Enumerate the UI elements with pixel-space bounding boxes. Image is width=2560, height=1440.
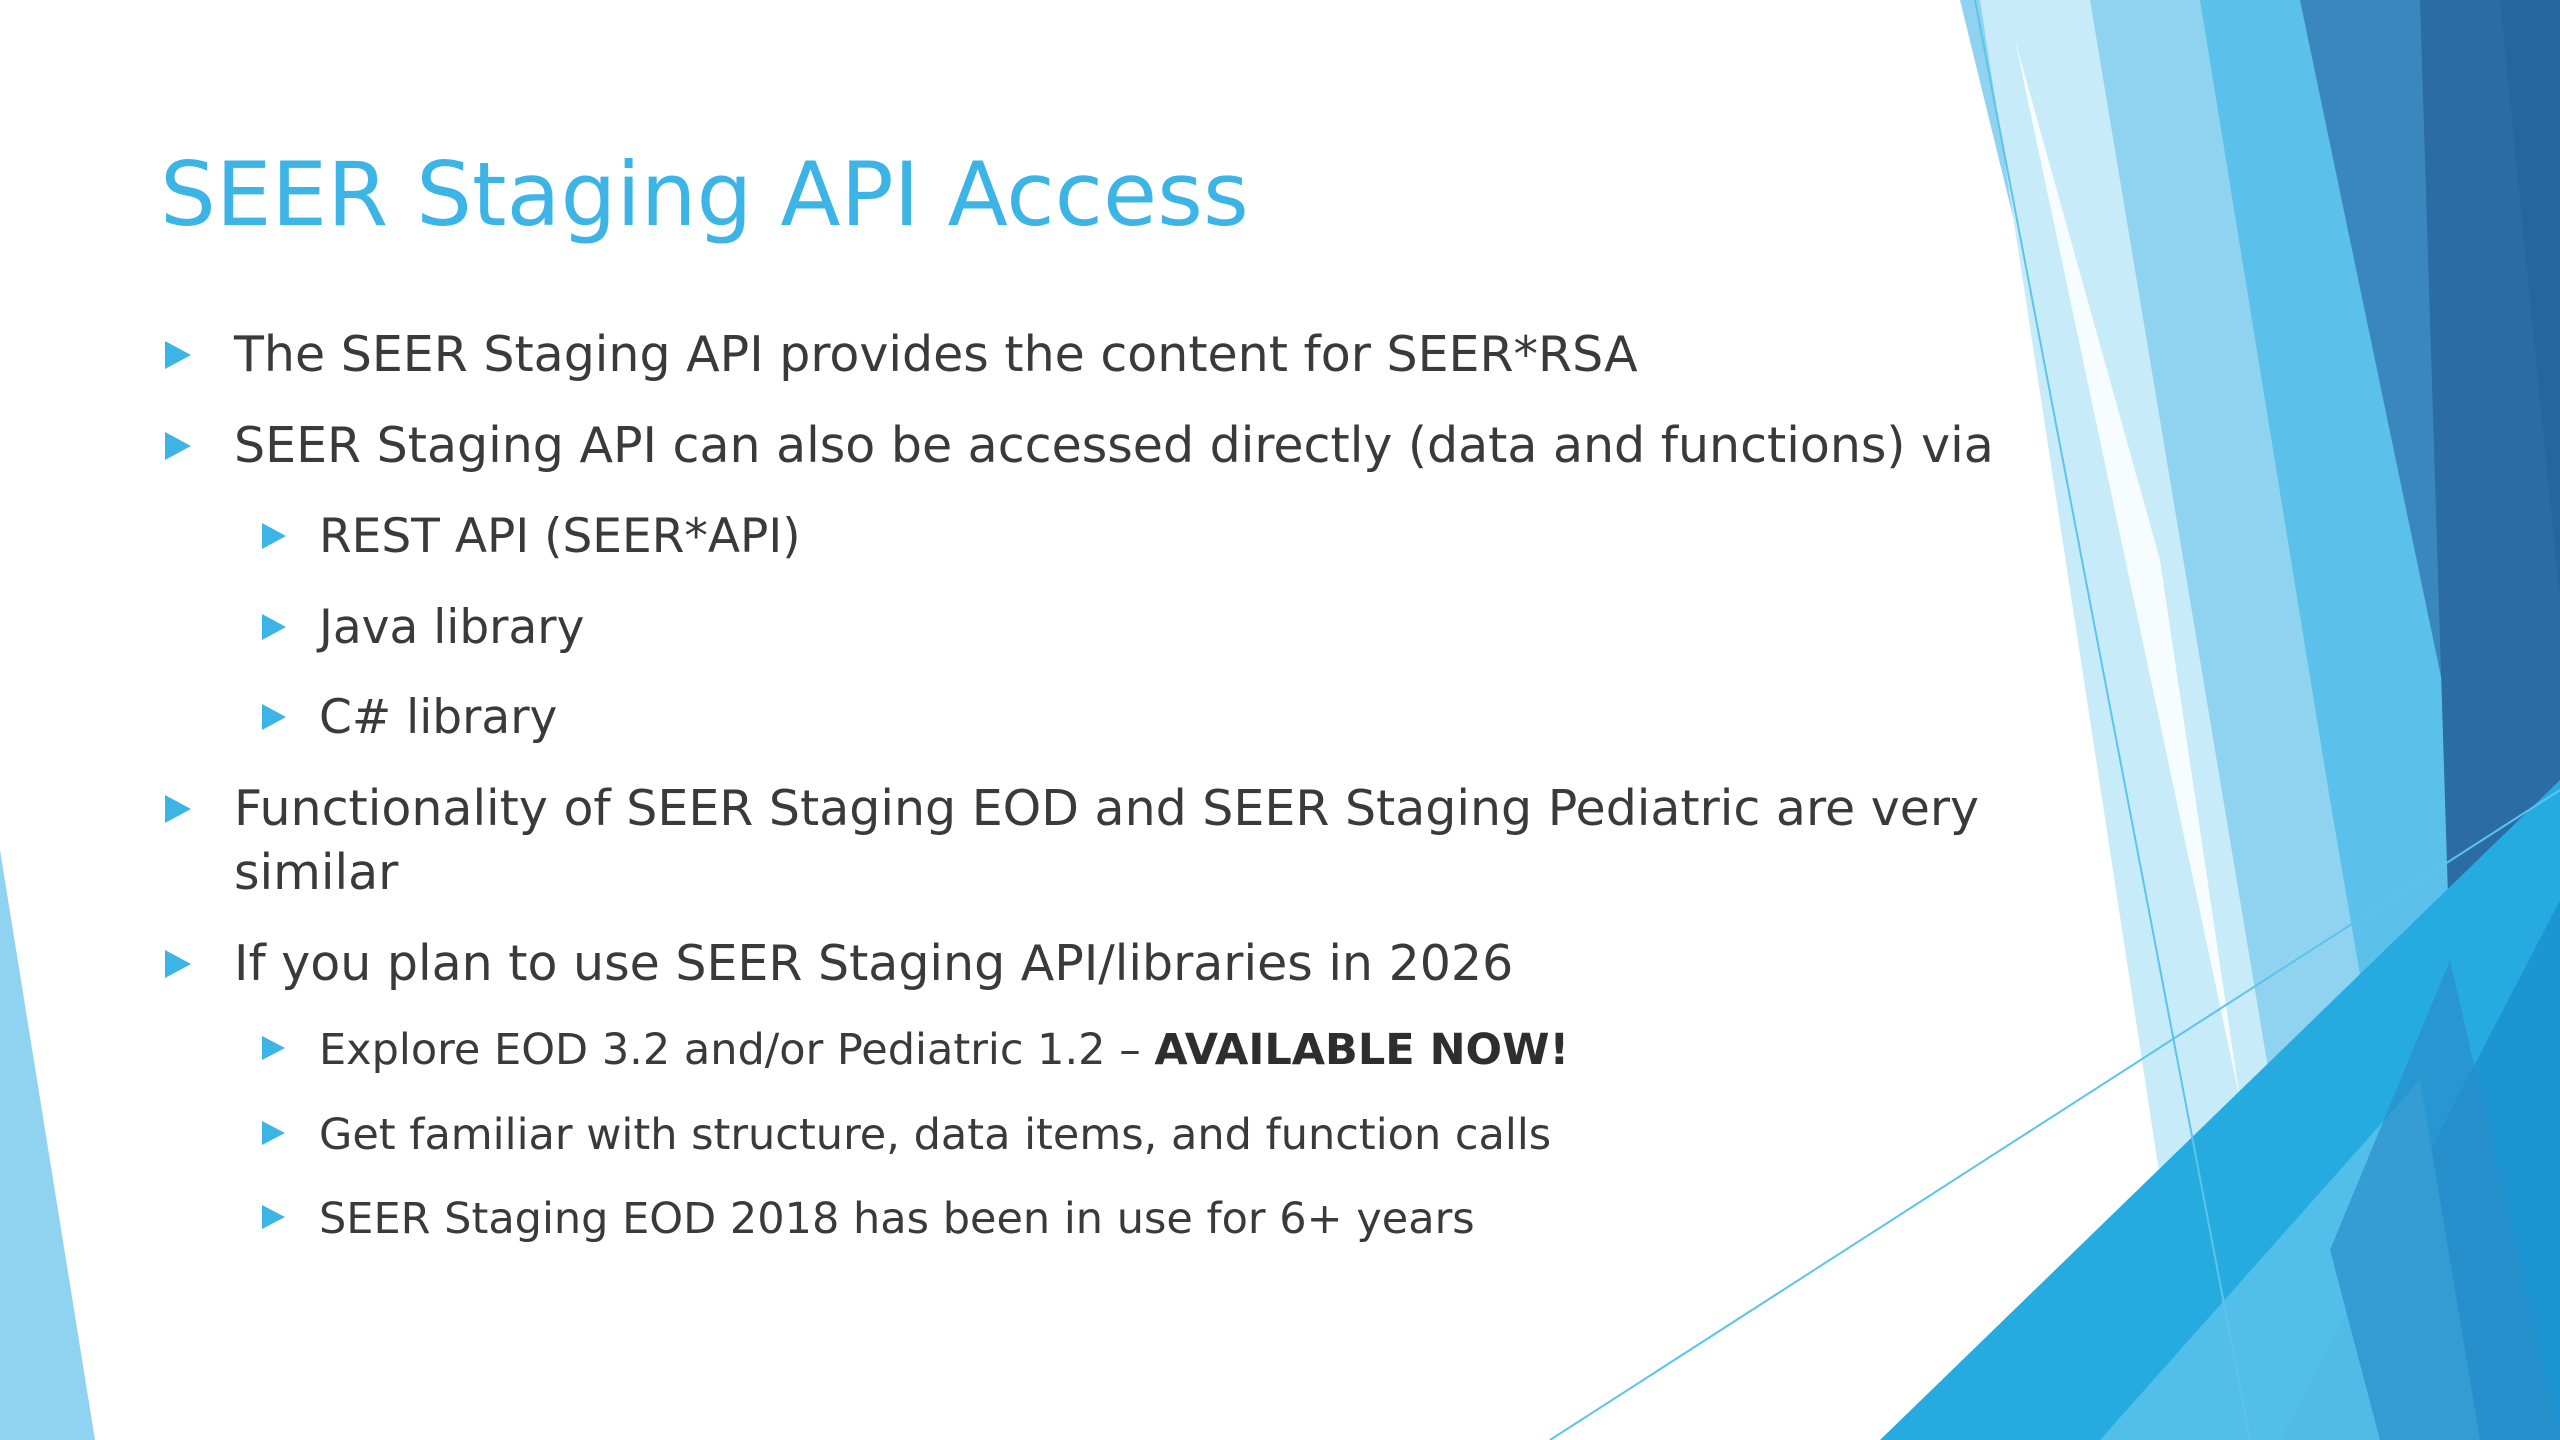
bullet-item	[165, 932, 1513, 996]
bullet-text: If you plan to use SEER Staging API/libraries in 2026	[234, 935, 1514, 992]
sub-bullet-text: C# library	[319, 690, 558, 745]
sub-bullet-item	[262, 1022, 1569, 1078]
sub-bullet-text: Java library	[319, 600, 585, 655]
bullet-item	[165, 323, 1638, 387]
sub-bullet-text: Get familiar with structure, data items, and function calls	[319, 1110, 1552, 1160]
sub-bullet-text-lead: Explore EOD 3.2 and/or Pediatric 1.2 –	[319, 1025, 1155, 1075]
bullet-arrow-icon	[262, 1121, 285, 1145]
sub-bullet-text: SEER Staging EOD 2018 has been in use for 6+ years	[319, 1194, 1475, 1244]
bullet-text: SEER Staging API can also be accessed directly (data and functions) via	[234, 417, 1994, 474]
sub-bullet-text	[319, 1022, 1569, 1078]
bullet-arrow-icon	[262, 523, 286, 549]
sub-bullet-item	[262, 1191, 1475, 1247]
bullet-text: Functionality of SEER Staging EOD and SEER Staging Pediatric are very similar	[234, 780, 1980, 901]
bullet-arrow-icon	[262, 704, 286, 730]
bullet-arrow-icon	[165, 795, 191, 823]
available-now-emphasis: AVAILABLE NOW!	[1154, 1025, 1570, 1075]
bullet-arrow-icon	[165, 341, 191, 369]
bullet-text: The SEER Staging API provides the content for SEER*RSA	[234, 326, 1638, 383]
bullet-arrow-icon	[262, 1205, 285, 1229]
sub-bullet-item	[262, 597, 584, 659]
bullet-arrow-icon	[262, 1036, 285, 1060]
slide-title: SEER Staging API Access	[160, 143, 1249, 246]
sub-bullet-text: REST API (SEER*API)	[319, 509, 801, 564]
bullet-arrow-icon	[165, 432, 191, 460]
sub-bullet-item	[262, 687, 557, 749]
sub-bullet-item	[262, 506, 801, 568]
bullet-arrow-icon	[165, 950, 191, 978]
sub-bullet-item	[262, 1107, 1551, 1163]
bullet-item	[165, 777, 2014, 905]
bullet-item	[165, 414, 1994, 478]
left-edge-shape	[0, 850, 95, 1440]
bullet-arrow-icon	[262, 614, 286, 640]
